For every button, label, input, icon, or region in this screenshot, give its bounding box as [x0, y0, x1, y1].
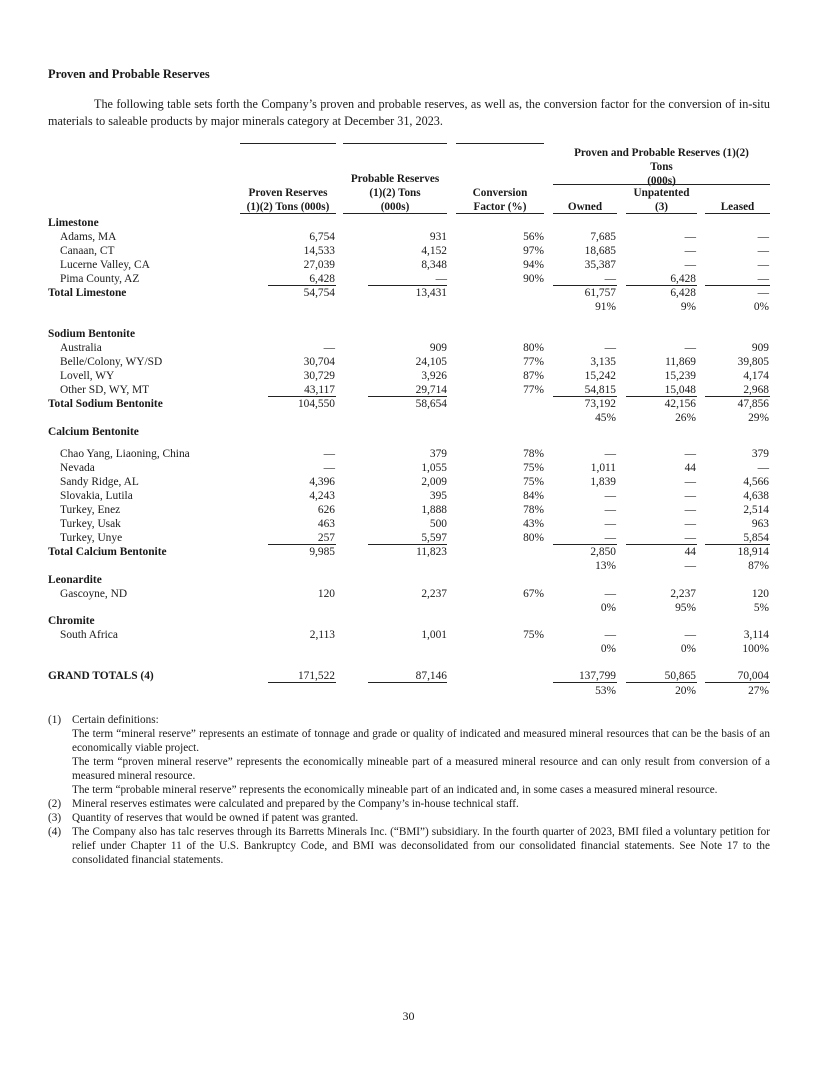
- cell-owned: 0%: [600, 643, 616, 655]
- total-row: [0, 397, 817, 411]
- row-label: Total Calcium Bentonite: [48, 546, 167, 558]
- cell-probable: 11,823: [416, 546, 447, 558]
- cell-probable: 2,009: [421, 476, 447, 488]
- cell-unpatented: —: [684, 504, 696, 516]
- col-header-leased: Leased: [720, 201, 755, 213]
- cell-probable: 58,654: [415, 398, 447, 410]
- cell-unpatented: —: [684, 629, 696, 641]
- cell-conversion: 75%: [523, 629, 544, 641]
- cell-proven: 120: [317, 588, 335, 600]
- row-label: Belle/Colony, WY/SD: [60, 356, 163, 368]
- table-row: [0, 369, 817, 383]
- table-rule: [368, 544, 447, 545]
- cell-owned: —: [604, 629, 616, 641]
- row-label: Other SD, WY, MT: [60, 384, 150, 396]
- cell-proven: 43,117: [304, 384, 335, 396]
- cell-probable: 1,001: [421, 629, 447, 641]
- cell-owned: 13%: [595, 560, 616, 572]
- cell-leased: 27%: [748, 685, 769, 697]
- table-rule: [368, 285, 447, 286]
- row-label: Turkey, Usak: [60, 518, 121, 530]
- col-header-probable-line3: (000s): [380, 201, 410, 213]
- cell-proven: 626: [317, 504, 335, 516]
- cell-owned: 137,799: [578, 670, 616, 682]
- section-row: [0, 216, 817, 230]
- table-row: [0, 587, 817, 601]
- cell-probable: 4,152: [421, 245, 447, 257]
- cell-conversion: 78%: [523, 448, 544, 460]
- footnote-text: The term “probable mineral reserve” represents the economically mineable part of an indicated and, in some cases a measured mineral resource.: [72, 784, 718, 796]
- cell-proven: 30,704: [303, 356, 335, 368]
- cell-leased: 963: [751, 518, 769, 530]
- cell-conversion: 78%: [523, 504, 544, 516]
- header-rule-proven: [240, 143, 336, 144]
- cell-conversion: 75%: [523, 462, 544, 474]
- cell-leased: 5,854: [743, 532, 769, 544]
- cell-owned: —: [604, 588, 616, 600]
- cell-leased: 120: [751, 588, 769, 600]
- footnote-text: The term “proven mineral reserve” represents the economically mineable part of a measured mineral resource and can only result from conversion of a measured mineral resource.: [72, 756, 770, 782]
- cell-owned: 1,011: [590, 462, 616, 474]
- cell-unpatented: —: [684, 448, 696, 460]
- cell-owned: 3,135: [590, 356, 616, 368]
- percent-row: [0, 601, 817, 615]
- cell-leased: —: [757, 462, 769, 474]
- cell-probable: 1,888: [421, 504, 447, 516]
- col-rule-probable: [343, 213, 447, 214]
- table-row: [0, 628, 817, 642]
- header-rule-probable: [343, 143, 447, 144]
- row-label: Chao Yang, Liaoning, China: [60, 448, 190, 460]
- cell-unpatented: —: [684, 245, 696, 257]
- cell-probable: 3,926: [421, 370, 447, 382]
- cell-unpatented: 42,156: [664, 398, 696, 410]
- col-header-unpatented-line2: (3): [654, 201, 669, 213]
- row-label: Leonardite: [48, 574, 102, 586]
- cell-owned: 53%: [595, 685, 616, 697]
- cell-proven: 463: [317, 518, 335, 530]
- cell-owned: 73,192: [584, 398, 616, 410]
- row-label: Slovakia, Lutila: [60, 490, 133, 502]
- cell-probable: 379: [429, 448, 447, 460]
- percent-row: [0, 642, 817, 656]
- group-header-rule: [553, 184, 770, 185]
- cell-probable: 29,714: [415, 384, 447, 396]
- cell-owned: —: [604, 342, 616, 354]
- col-rule-unpatented: [626, 213, 697, 214]
- cell-probable: 87,146: [415, 670, 447, 682]
- cell-probable: 395: [429, 490, 447, 502]
- col-rule-proven: [240, 213, 336, 214]
- cell-proven: 171,522: [297, 670, 335, 682]
- table-rule: [626, 396, 697, 397]
- cell-unpatented: 44: [684, 462, 696, 474]
- cell-owned: —: [604, 273, 616, 285]
- cell-leased: —: [757, 231, 769, 243]
- footnote-number: (4): [48, 826, 62, 838]
- cell-conversion: 84%: [523, 490, 544, 502]
- cell-owned: —: [604, 504, 616, 516]
- cell-leased: 4,566: [743, 476, 769, 488]
- table-rule: [553, 285, 617, 286]
- cell-unpatented: 6,428: [670, 273, 696, 285]
- section-row: [0, 614, 817, 628]
- table-row: [0, 272, 817, 286]
- table-rule: [705, 544, 770, 545]
- cell-conversion: 56%: [523, 231, 544, 243]
- intro-text: The following table sets forth the Company’s proven and probable reserves, as well as, the conversion factor for the conversion of in-situ materials to saleable products by major minerals category at December 31, 2023.: [48, 97, 770, 128]
- footnote-text: Mineral reserves estimates were calculated and prepared by the Company’s in-house technical staff.: [72, 798, 519, 810]
- cell-unpatented: 15,239: [664, 370, 696, 382]
- cell-unpatented: 15,048: [664, 384, 696, 396]
- cell-unpatented: 20%: [675, 685, 696, 697]
- cell-probable: 5,597: [421, 532, 447, 544]
- col-header-proven: [240, 186, 336, 214]
- cell-proven: 4,396: [309, 476, 335, 488]
- cell-owned: 18,685: [584, 245, 616, 257]
- cell-owned: 91%: [595, 301, 616, 313]
- cell-leased: 379: [751, 448, 769, 460]
- cell-proven: 30,729: [303, 370, 335, 382]
- section-row: [0, 327, 817, 341]
- cell-unpatented: —: [684, 518, 696, 530]
- cell-conversion: 67%: [523, 588, 544, 600]
- group-header-line2: Tons: [650, 161, 673, 173]
- cell-leased: 5%: [753, 602, 769, 614]
- row-label: South Africa: [60, 629, 118, 641]
- cell-unpatented: 44: [684, 546, 696, 558]
- col-rule-owned: [553, 213, 617, 214]
- cell-owned: 7,685: [590, 231, 616, 243]
- cell-unpatented: 11,869: [665, 356, 696, 368]
- cell-proven: 27,039: [303, 259, 335, 271]
- footnote-text: Certain definitions:: [72, 714, 159, 726]
- col-rule-leased: [705, 213, 770, 214]
- table-row: [0, 475, 817, 489]
- cell-leased: 0%: [753, 301, 769, 313]
- table-row: [0, 258, 817, 272]
- table-rule: [553, 682, 617, 683]
- footnote: [48, 825, 770, 867]
- cell-owned: —: [604, 532, 616, 544]
- cell-proven: —: [323, 448, 335, 460]
- cell-proven: 14,533: [303, 245, 335, 257]
- cell-leased: 909: [751, 342, 769, 354]
- cell-unpatented: 2,237: [670, 588, 696, 600]
- cell-conversion: 75%: [523, 476, 544, 488]
- footnote: [48, 713, 770, 797]
- cell-proven: 54,754: [303, 287, 335, 299]
- table-rule: [268, 396, 336, 397]
- table-rule: [626, 285, 697, 286]
- row-label: Sandy Ridge, AL: [60, 476, 139, 488]
- col-header-unpatented: [626, 186, 697, 214]
- row-label: Total Limestone: [48, 287, 127, 299]
- col-header-proven-line1: Proven Reserves: [248, 187, 328, 199]
- cell-probable: —: [435, 273, 447, 285]
- cell-proven: —: [323, 342, 335, 354]
- cell-unpatented: —: [684, 342, 696, 354]
- group-header-line1: Proven and Probable Reserves (1)(2): [574, 147, 749, 159]
- cell-probable: 1,055: [421, 462, 447, 474]
- cell-owned: —: [604, 448, 616, 460]
- row-label: Sodium Bentonite: [48, 328, 136, 340]
- cell-leased: 3,114: [743, 629, 769, 641]
- cell-proven: 2,113: [309, 629, 335, 641]
- row-label: Total Sodium Bentonite: [48, 398, 163, 410]
- col-header-unpatented-line1: Unpatented: [633, 187, 690, 199]
- total-row: [0, 286, 817, 300]
- table-rule: [268, 544, 336, 545]
- table-rule: [368, 396, 447, 397]
- cell-owned: —: [604, 518, 616, 530]
- col-header-owned: Owned: [567, 201, 603, 213]
- cell-unpatented: 6,428: [670, 287, 696, 299]
- group-header: [553, 146, 770, 188]
- cell-conversion: 80%: [523, 342, 544, 354]
- table-row: [0, 230, 817, 244]
- row-label: Limestone: [48, 217, 99, 229]
- cell-leased: 39,805: [737, 356, 769, 368]
- footnote: [48, 811, 770, 825]
- cell-probable: 931: [429, 231, 447, 243]
- table-rule: [268, 682, 336, 683]
- cell-owned: 1,839: [590, 476, 616, 488]
- cell-leased: 18,914: [737, 546, 769, 558]
- row-label: Pima County, AZ: [60, 273, 140, 285]
- cell-conversion: 97%: [523, 245, 544, 257]
- cell-leased: 4,638: [743, 490, 769, 502]
- cell-owned: 61,757: [584, 287, 616, 299]
- cell-owned: 54,815: [584, 384, 616, 396]
- footnote-text: The term “mineral reserve” represents an estimate of tonnage and grade or quality of indicated and measured mineral resources that can be the basis of an economically viable project.: [72, 728, 770, 754]
- cell-owned: 45%: [595, 412, 616, 424]
- col-header-proven-line2: (1)(2) Tons (000s): [246, 201, 330, 213]
- footnote-text: The Company also has talc reserves through its Barretts Minerals Inc. (“BMI”) subsidiary. In the fourth quarter of 2023, BMI filed a voluntary petition for relief under Chapter 11 of the U.S. Bankruptcy Code, and BMI was deconsolidated from our consolidated financial statements. See Note 17 to the consolidated financial statements.: [72, 826, 770, 866]
- table-rule: [268, 285, 336, 286]
- row-label: Lovell, WY: [60, 370, 115, 382]
- cell-conversion: 90%: [523, 273, 544, 285]
- cell-leased: —: [757, 287, 769, 299]
- header-rule-conversion: [456, 143, 544, 144]
- percent-row: [0, 411, 817, 425]
- table-row: [0, 517, 817, 531]
- percent-row: [0, 559, 817, 573]
- cell-unpatented: 0%: [680, 643, 696, 655]
- table-row: [0, 355, 817, 369]
- cell-leased: —: [757, 273, 769, 285]
- table-row: [0, 461, 817, 475]
- cell-unpatented: —: [684, 476, 696, 488]
- table-row: [0, 383, 817, 397]
- cell-owned: —: [604, 490, 616, 502]
- cell-probable: 24,105: [415, 356, 447, 368]
- cell-leased: 4,174: [743, 370, 769, 382]
- table-row: [0, 244, 817, 258]
- cell-leased: —: [757, 245, 769, 257]
- table-rule: [553, 544, 617, 545]
- percent-row: [0, 300, 817, 314]
- row-label: Chromite: [48, 615, 95, 627]
- cell-probable: 2,237: [421, 588, 447, 600]
- cell-leased: 87%: [748, 560, 769, 572]
- row-label: Gascoyne, ND: [60, 588, 128, 600]
- footnote-number: (2): [48, 798, 62, 810]
- group-header-line3: (000s): [647, 175, 676, 187]
- row-label: Calcium Bentonite: [48, 426, 139, 438]
- section-row: [0, 425, 817, 439]
- footnote-number: (1): [48, 714, 62, 726]
- cell-probable: 909: [429, 342, 447, 354]
- cell-unpatented: —: [684, 259, 696, 271]
- cell-probable: 500: [429, 518, 447, 530]
- cell-probable: 13,431: [415, 287, 447, 299]
- footnote-number: (3): [48, 812, 62, 824]
- total-row: [0, 669, 817, 683]
- cell-unpatented: —: [684, 560, 696, 572]
- col-header-conversion: [456, 186, 544, 214]
- col-header-conversion-line2: Factor (%): [473, 201, 527, 213]
- cell-owned: 15,242: [584, 370, 616, 382]
- cell-probable: 8,348: [421, 259, 447, 271]
- total-row: [0, 545, 817, 559]
- col-rule-conversion: [456, 213, 544, 214]
- cell-owned: 0%: [600, 602, 616, 614]
- cell-leased: 2,968: [743, 384, 769, 396]
- row-label: Australia: [60, 342, 102, 354]
- intro-paragraph: [48, 96, 770, 130]
- table-row: [0, 531, 817, 545]
- cell-proven: 104,550: [297, 398, 335, 410]
- cell-unpatented: 26%: [675, 412, 696, 424]
- cell-conversion: 43%: [523, 518, 544, 530]
- row-label: Turkey, Unye: [60, 532, 123, 544]
- cell-unpatented: —: [684, 490, 696, 502]
- section-row: [0, 573, 817, 587]
- cell-conversion: 77%: [523, 356, 544, 368]
- row-label: Canaan, CT: [60, 245, 115, 257]
- table-row: [0, 503, 817, 517]
- table-row: [0, 489, 817, 503]
- table-rule: [553, 396, 617, 397]
- cell-unpatented: 95%: [675, 602, 696, 614]
- cell-leased: 70,004: [737, 670, 769, 682]
- footnote-text: Quantity of reserves that would be owned if patent was granted.: [72, 812, 359, 824]
- table-row: [0, 447, 817, 461]
- table-rule: [705, 396, 770, 397]
- cell-proven: 9,985: [309, 546, 335, 558]
- table-rule: [368, 682, 447, 683]
- table-rule: [626, 682, 697, 683]
- cell-proven: 6,428: [309, 273, 335, 285]
- col-header-probable-line1: Probable Reserves: [350, 173, 440, 185]
- cell-leased: 2,514: [743, 504, 769, 516]
- cell-proven: —: [323, 462, 335, 474]
- cell-conversion: 80%: [523, 532, 544, 544]
- cell-owned: 35,387: [584, 259, 616, 271]
- footnote: [48, 797, 770, 811]
- page-number: 30: [402, 1009, 415, 1023]
- col-header-probable-line2: (1)(2) Tons: [369, 187, 421, 199]
- row-label: Adams, MA: [60, 231, 117, 243]
- cell-leased: 47,856: [737, 398, 769, 410]
- table-row: [0, 341, 817, 355]
- cell-leased: 100%: [742, 643, 769, 655]
- col-header-probable: [343, 172, 447, 214]
- table-rule: [705, 285, 770, 286]
- table-rule: [705, 682, 770, 683]
- table-rule: [626, 544, 697, 545]
- row-label: Lucerne Valley, CA: [60, 259, 150, 271]
- cell-proven: 6,754: [309, 231, 335, 243]
- cell-conversion: 77%: [523, 384, 544, 396]
- cell-proven: 257: [317, 532, 335, 544]
- cell-leased: 29%: [748, 412, 769, 424]
- cell-unpatented: —: [684, 231, 696, 243]
- cell-conversion: 87%: [523, 370, 544, 382]
- cell-unpatented: 50,865: [664, 670, 696, 682]
- row-label: Turkey, Enez: [60, 504, 121, 516]
- cell-leased: —: [757, 259, 769, 271]
- row-label: Nevada: [60, 462, 95, 474]
- cell-conversion: 94%: [523, 259, 544, 271]
- percent-row: [0, 684, 817, 698]
- cell-owned: 2,850: [590, 546, 616, 558]
- section-heading: Proven and Probable Reserves: [48, 67, 210, 81]
- cell-unpatented: 9%: [680, 301, 696, 313]
- cell-unpatented: —: [684, 532, 696, 544]
- col-header-conversion-line1: Conversion: [472, 187, 528, 199]
- cell-proven: 4,243: [309, 490, 335, 502]
- row-label: GRAND TOTALS (4): [48, 670, 154, 682]
